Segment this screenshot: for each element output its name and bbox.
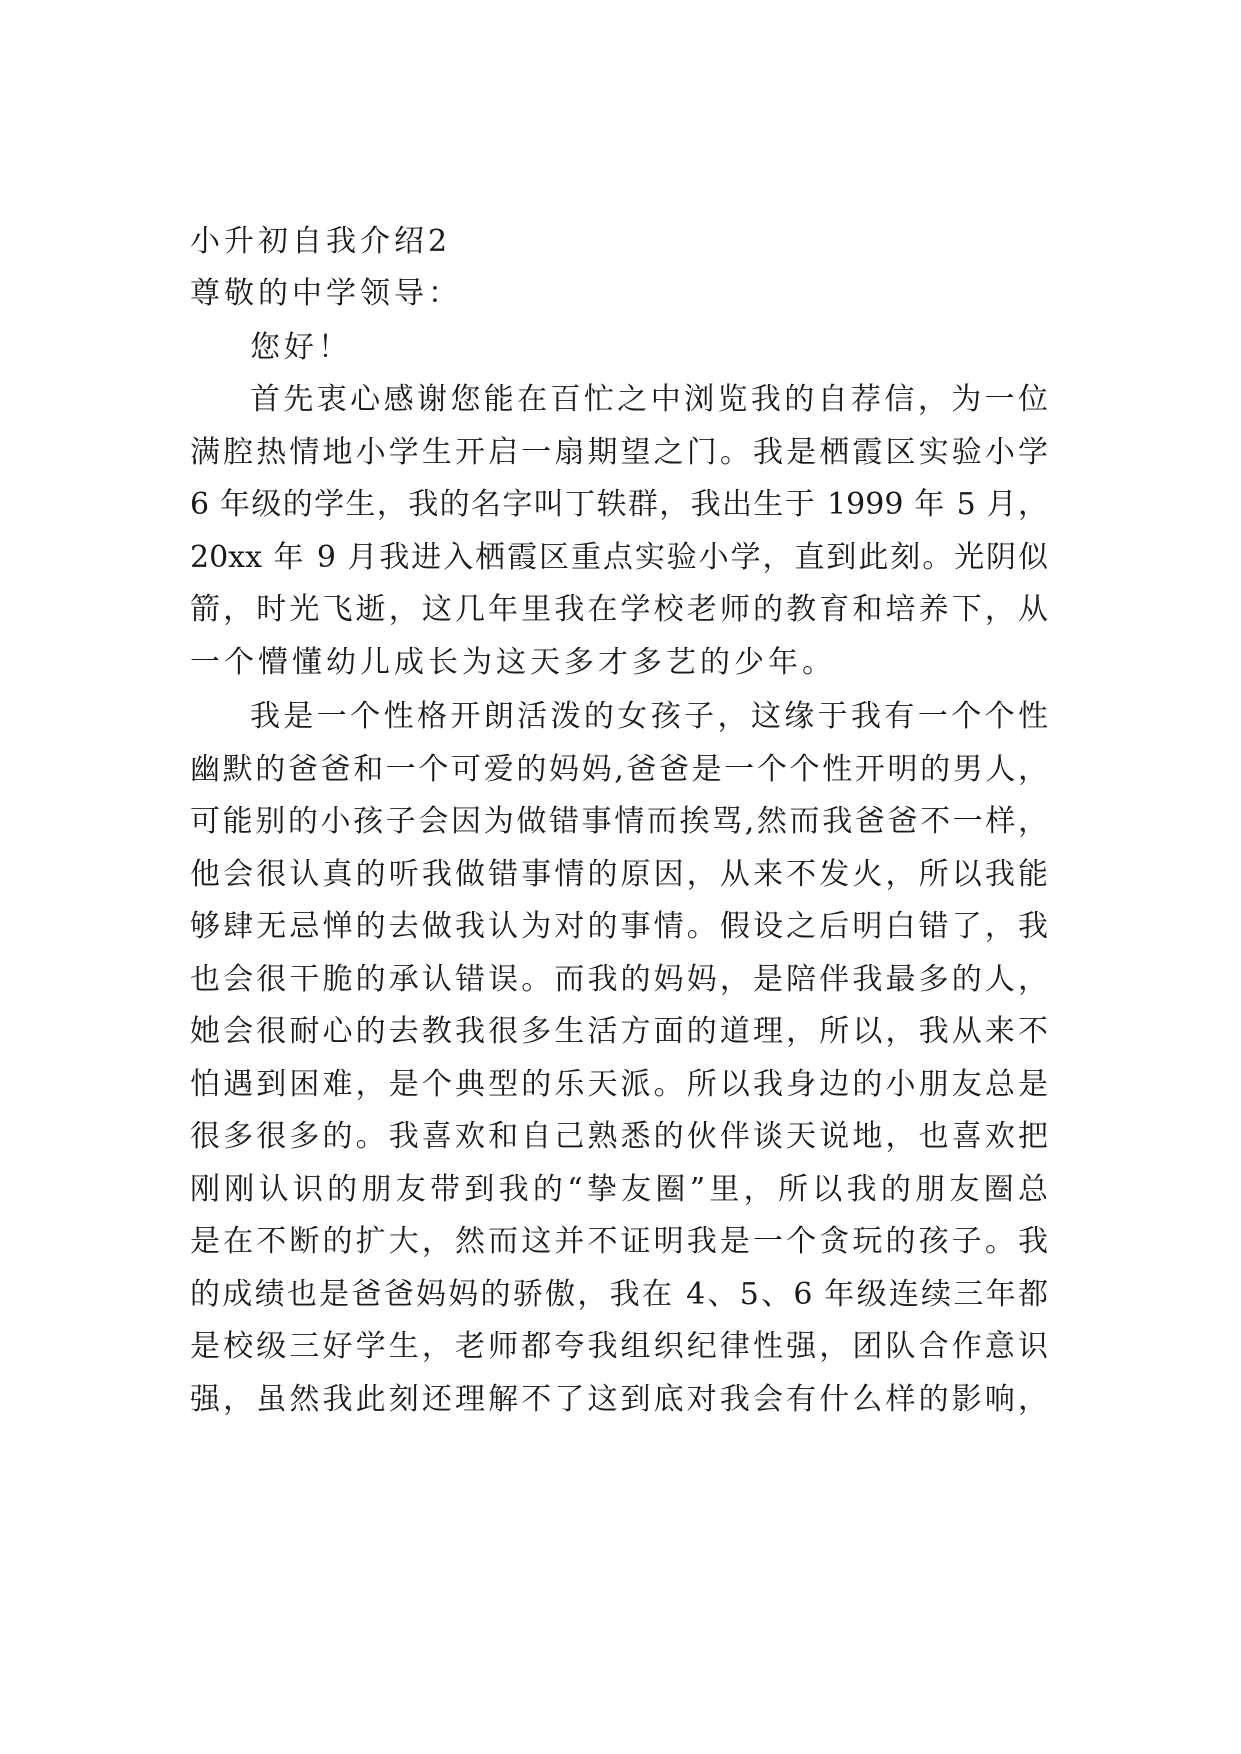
paragraph-line: 是校级三好学生，老师都夸我组织纪律性强，团队合作意识 — [190, 1329, 1048, 1364]
salutation: 尊敬的中学领导： — [190, 276, 462, 311]
paragraph-line: 6 年级的学生，我的名字叫丁轶群，我出生于 1999 年 5 月， — [190, 487, 1048, 522]
paragraph-line: 她会很耐心的去教我很多生活方面的道理，所以，我从来不 — [190, 1014, 1048, 1049]
paragraph-line: 一个懵懂幼儿成长为这天多才多艺的少年。 — [190, 645, 836, 680]
paragraph-line: 他会很认真的听我做错事情的原因，从来不发火，所以我能 — [190, 857, 1048, 892]
paragraph-line: 也会很干脆的承认错误。而我的妈妈，是陪伴我最多的人， — [190, 962, 1048, 997]
paragraph-line: 我是一个性格开朗活泼的女孩子，这缘于我有一个个性 — [250, 699, 1048, 734]
paragraph-line: 够肆无忌惮的去做我认为对的事情。假设之后明白错了，我 — [190, 909, 1048, 944]
paragraph-line: 刚刚认识的朋友带到我的“挚友圈”里，所以我的朋友圈总 — [190, 1172, 1048, 1207]
paragraph-line: 箭，时光飞逝，这几年里我在学校老师的教育和培养下，从 — [190, 592, 1048, 627]
paragraph-line: 首先衷心感谢您能在百忙之中浏览我的自荐信，为一位 — [250, 382, 1048, 417]
paragraph-line: 20xx 年 9 月我进入栖霞区重点实验小学，直到此刻。光阴似 — [190, 540, 1048, 575]
paragraph-line: 很多很多的。我喜欢和自己熟悉的伙伴谈天说地，也喜欢把 — [190, 1119, 1048, 1154]
paragraph-line: 满腔热情地小学生开启一扇期望之门。我是栖霞区实验小学 — [190, 435, 1048, 470]
document-title: 小升初自我介绍2 — [190, 224, 452, 259]
paragraph-line: 是在不断的扩大，然而这并不证明我是一个贪玩的孩子。我 — [190, 1224, 1048, 1259]
paragraph-line: 可能别的小孩子会因为做错事情而挨骂,然而我爸爸不一样， — [190, 804, 1048, 839]
paragraph-line: 的成绩也是爸爸妈妈的骄傲，我在 4、5、6 年级连续三年都 — [190, 1277, 1048, 1312]
greeting: 您好！ — [250, 330, 352, 365]
paragraph-line: 强，虽然我此刻还理解不了这到底对我会有什么样的影响， — [190, 1382, 1048, 1417]
paragraph-line: 幽默的爸爸和一个可爱的妈妈,爸爸是一个个性开明的男人， — [190, 752, 1048, 787]
paragraph-line: 怕遇到困难，是个典型的乐天派。所以我身边的小朋友总是 — [190, 1067, 1048, 1102]
